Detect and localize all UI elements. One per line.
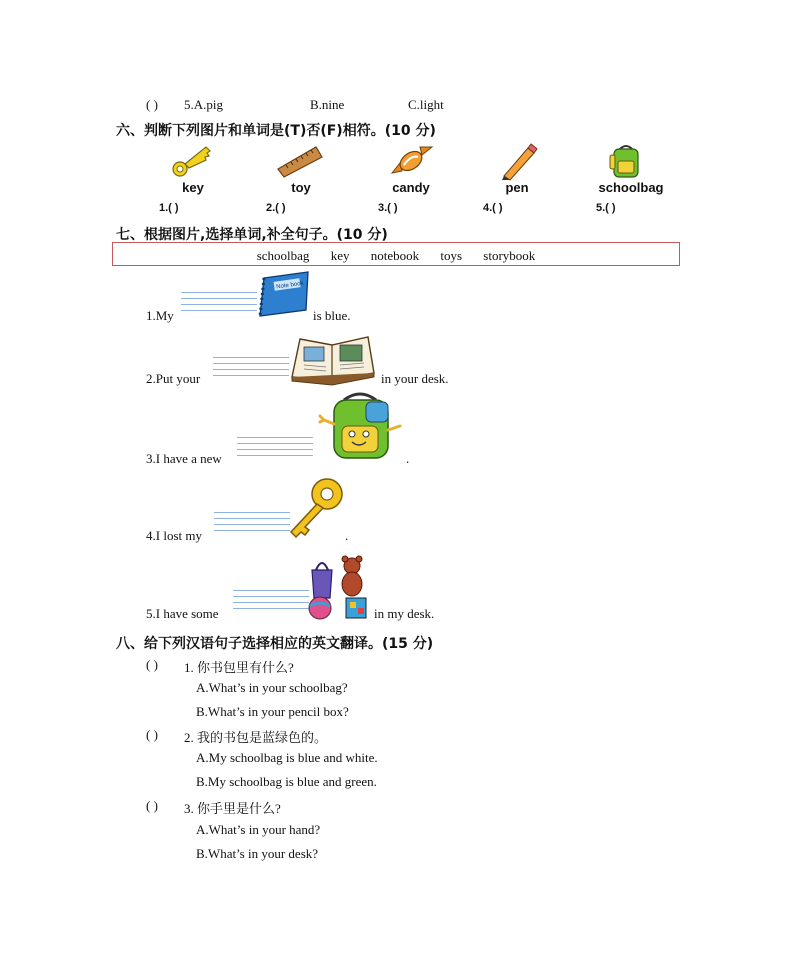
- schoolbag-character-icon: [318, 390, 406, 462]
- judge-blank-4[interactable]: 4.( ): [483, 202, 503, 214]
- notebook-icon: [256, 272, 312, 316]
- answer-lines-5[interactable]: [233, 590, 309, 614]
- section6-title: 六、判断下列图片和单词是(T)否(F)相符。(10 分): [116, 123, 436, 139]
- ruler-icon: [276, 145, 324, 177]
- answer-lines-2[interactable]: [213, 357, 289, 381]
- sentence3-end: .: [406, 451, 410, 466]
- sentence2-start: 2.Put your: [146, 371, 201, 386]
- judge-blank-2[interactable]: 2.( ): [266, 202, 286, 214]
- q1-paren[interactable]: ( ): [146, 657, 158, 672]
- sentence2-end: in your desk.: [381, 371, 449, 386]
- word-bank-box: [112, 242, 680, 266]
- key-icon: [170, 143, 214, 179]
- word-key: key: [182, 180, 204, 195]
- section8-title: 八、给下列汉语句子选择相应的英文翻译。(15 分): [116, 636, 434, 652]
- golden-key-icon: [287, 476, 345, 540]
- judge-blank-5[interactable]: 5.( ): [596, 202, 616, 214]
- q5-paren: ( ): [146, 97, 158, 112]
- word-bank-item: storybook: [483, 248, 536, 263]
- answer-lines-4[interactable]: [214, 512, 290, 536]
- q5-option-a: 5.A.pig: [184, 97, 223, 112]
- candy-icon: [390, 143, 434, 179]
- toys-icon: [306, 552, 376, 622]
- q2-option-b: B.My schoolbag is blue and green.: [196, 774, 377, 789]
- answer-lines-1[interactable]: [181, 292, 257, 316]
- schoolbag-icon: [610, 143, 642, 179]
- answer-lines-3[interactable]: [237, 437, 313, 461]
- word-bank-item: notebook: [370, 248, 420, 263]
- judge-blank-1[interactable]: 1.( ): [159, 202, 179, 214]
- word-bank-item: schoolbag: [256, 248, 310, 263]
- q5-option-c: C.light: [408, 97, 444, 112]
- word-bank-item: key: [330, 248, 350, 263]
- pencil-icon: [498, 142, 538, 180]
- q1-option-a: A.What’s in your schoolbag?: [196, 680, 348, 695]
- word-pen: pen: [505, 180, 529, 195]
- q3-option-a: A.What’s in your hand?: [196, 822, 321, 837]
- word-bank-item: toys: [440, 248, 463, 263]
- storybook-icon: [288, 333, 378, 385]
- sentence4-end: .: [345, 528, 349, 543]
- q2-paren[interactable]: ( ): [146, 727, 158, 742]
- sentence1-end: is blue.: [313, 308, 351, 323]
- sentence5-end: in my desk.: [374, 606, 435, 621]
- judge-blank-3[interactable]: 3.( ): [378, 202, 398, 214]
- q2-option-a: A.My schoolbag is blue and white.: [196, 750, 378, 765]
- word-toy: toy: [291, 180, 311, 195]
- q1-option-b: B.What’s in your pencil box?: [196, 704, 349, 719]
- sentence5-start: 5.I have some: [146, 606, 219, 621]
- sentence3-start: 3.I have a new: [146, 451, 222, 466]
- word-schoolbag: schoolbag: [598, 180, 664, 195]
- section7-title: 七、根据图片,选择单词,补全句子。(10 分): [116, 227, 388, 243]
- sentence1-start: 1.My: [146, 308, 174, 323]
- notebook-cover-label: Note book: [275, 280, 304, 291]
- q1-text: 1. 你书包里有什么?: [184, 660, 294, 675]
- word-candy: candy: [392, 180, 430, 195]
- q3-paren[interactable]: ( ): [146, 798, 158, 813]
- q3-text: 3. 你手里是什么?: [184, 801, 281, 816]
- q2-text: 2. 我的书包是蓝绿色的。: [184, 730, 328, 745]
- q5-option-b: B.nine: [310, 97, 345, 112]
- q3-option-b: B.What’s in your desk?: [196, 846, 319, 861]
- sentence4-start: 4.I lost my: [146, 528, 202, 543]
